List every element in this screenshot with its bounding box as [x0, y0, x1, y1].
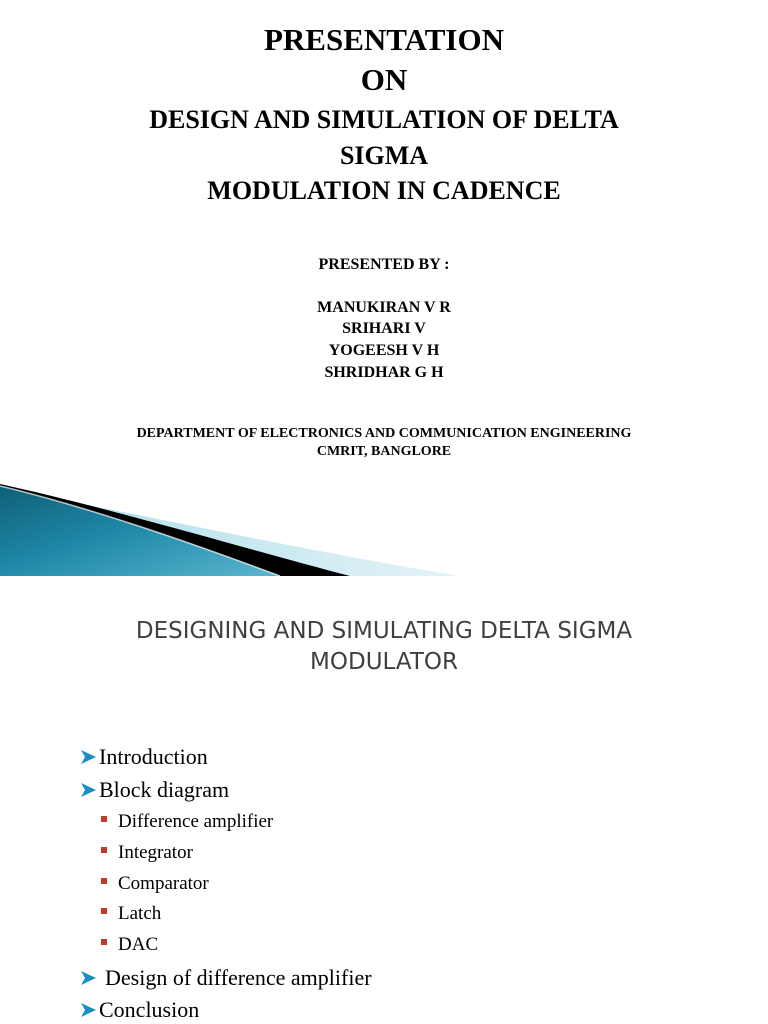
arrow-bullet-icon [80, 749, 97, 765]
sub-bullet-label: Difference amplifier [118, 811, 274, 832]
sub-bullet-label: Latch [118, 903, 162, 924]
bullet-label: Conclusion [99, 997, 200, 1022]
sub-bullet-label: Comparator [118, 873, 209, 894]
sub-bullet-comparator [101, 873, 209, 895]
bullet-label: Design of difference amplifier [105, 965, 372, 990]
presenter-name: MANUKIRAN V R [317, 299, 451, 316]
institution-text: CMRIT, BANGLORE [316, 444, 452, 459]
bullet-introduction [80, 744, 208, 770]
outline-title-line2: MODULATOR [310, 649, 458, 675]
sub-bullet-label: DAC [118, 934, 159, 955]
arrow-bullet-icon [80, 782, 97, 798]
slide-title-line4: SIGMA [339, 141, 429, 170]
bullet-conclusion [80, 997, 199, 1023]
slide-title-line5: MODULATION IN CADENCE [207, 176, 561, 205]
square-bullet-icon [101, 816, 107, 822]
arrow-bullet-icon [80, 970, 97, 986]
presenter-name: SRIHARI V [342, 320, 426, 337]
slide-title-presentation: PRESENTATION [263, 22, 504, 57]
square-bullet-icon [101, 847, 107, 853]
square-bullet-icon [101, 878, 107, 884]
outline-title-line1: DESIGNING AND SIMULATING DELTA SIGMA [135, 618, 633, 644]
presenter-name: SHRIDHAR G H [324, 364, 444, 381]
decorative-wave-graphic [0, 470, 470, 576]
arrow-bullet-icon [80, 1002, 97, 1018]
square-bullet-icon [101, 939, 107, 945]
outline-slide [0, 576, 768, 1024]
sub-bullet-integrator [101, 842, 193, 864]
department-text: DEPARTMENT OF ELECTRONICS AND COMMUNICATION ENGINEERING [136, 426, 632, 441]
presented-by-label: PRESENTED BY : [318, 256, 450, 273]
square-bullet-icon [101, 908, 107, 914]
bullet-label: Introduction [99, 744, 208, 769]
sub-bullet-difference-amplifier [101, 811, 273, 833]
sub-bullet-latch [101, 903, 161, 925]
bullet-design-difference-amplifier [80, 965, 372, 991]
presenter-name: YOGEESH V H [328, 342, 440, 359]
sub-bullet-dac [101, 934, 158, 956]
sub-bullet-label: Integrator [118, 842, 193, 863]
bullet-label: Block diagram [99, 777, 230, 802]
slide-title-line3: DESIGN AND SIMULATION OF DELTA [149, 105, 619, 134]
bullet-block-diagram [80, 777, 229, 803]
slide-title-on: ON [360, 62, 408, 97]
